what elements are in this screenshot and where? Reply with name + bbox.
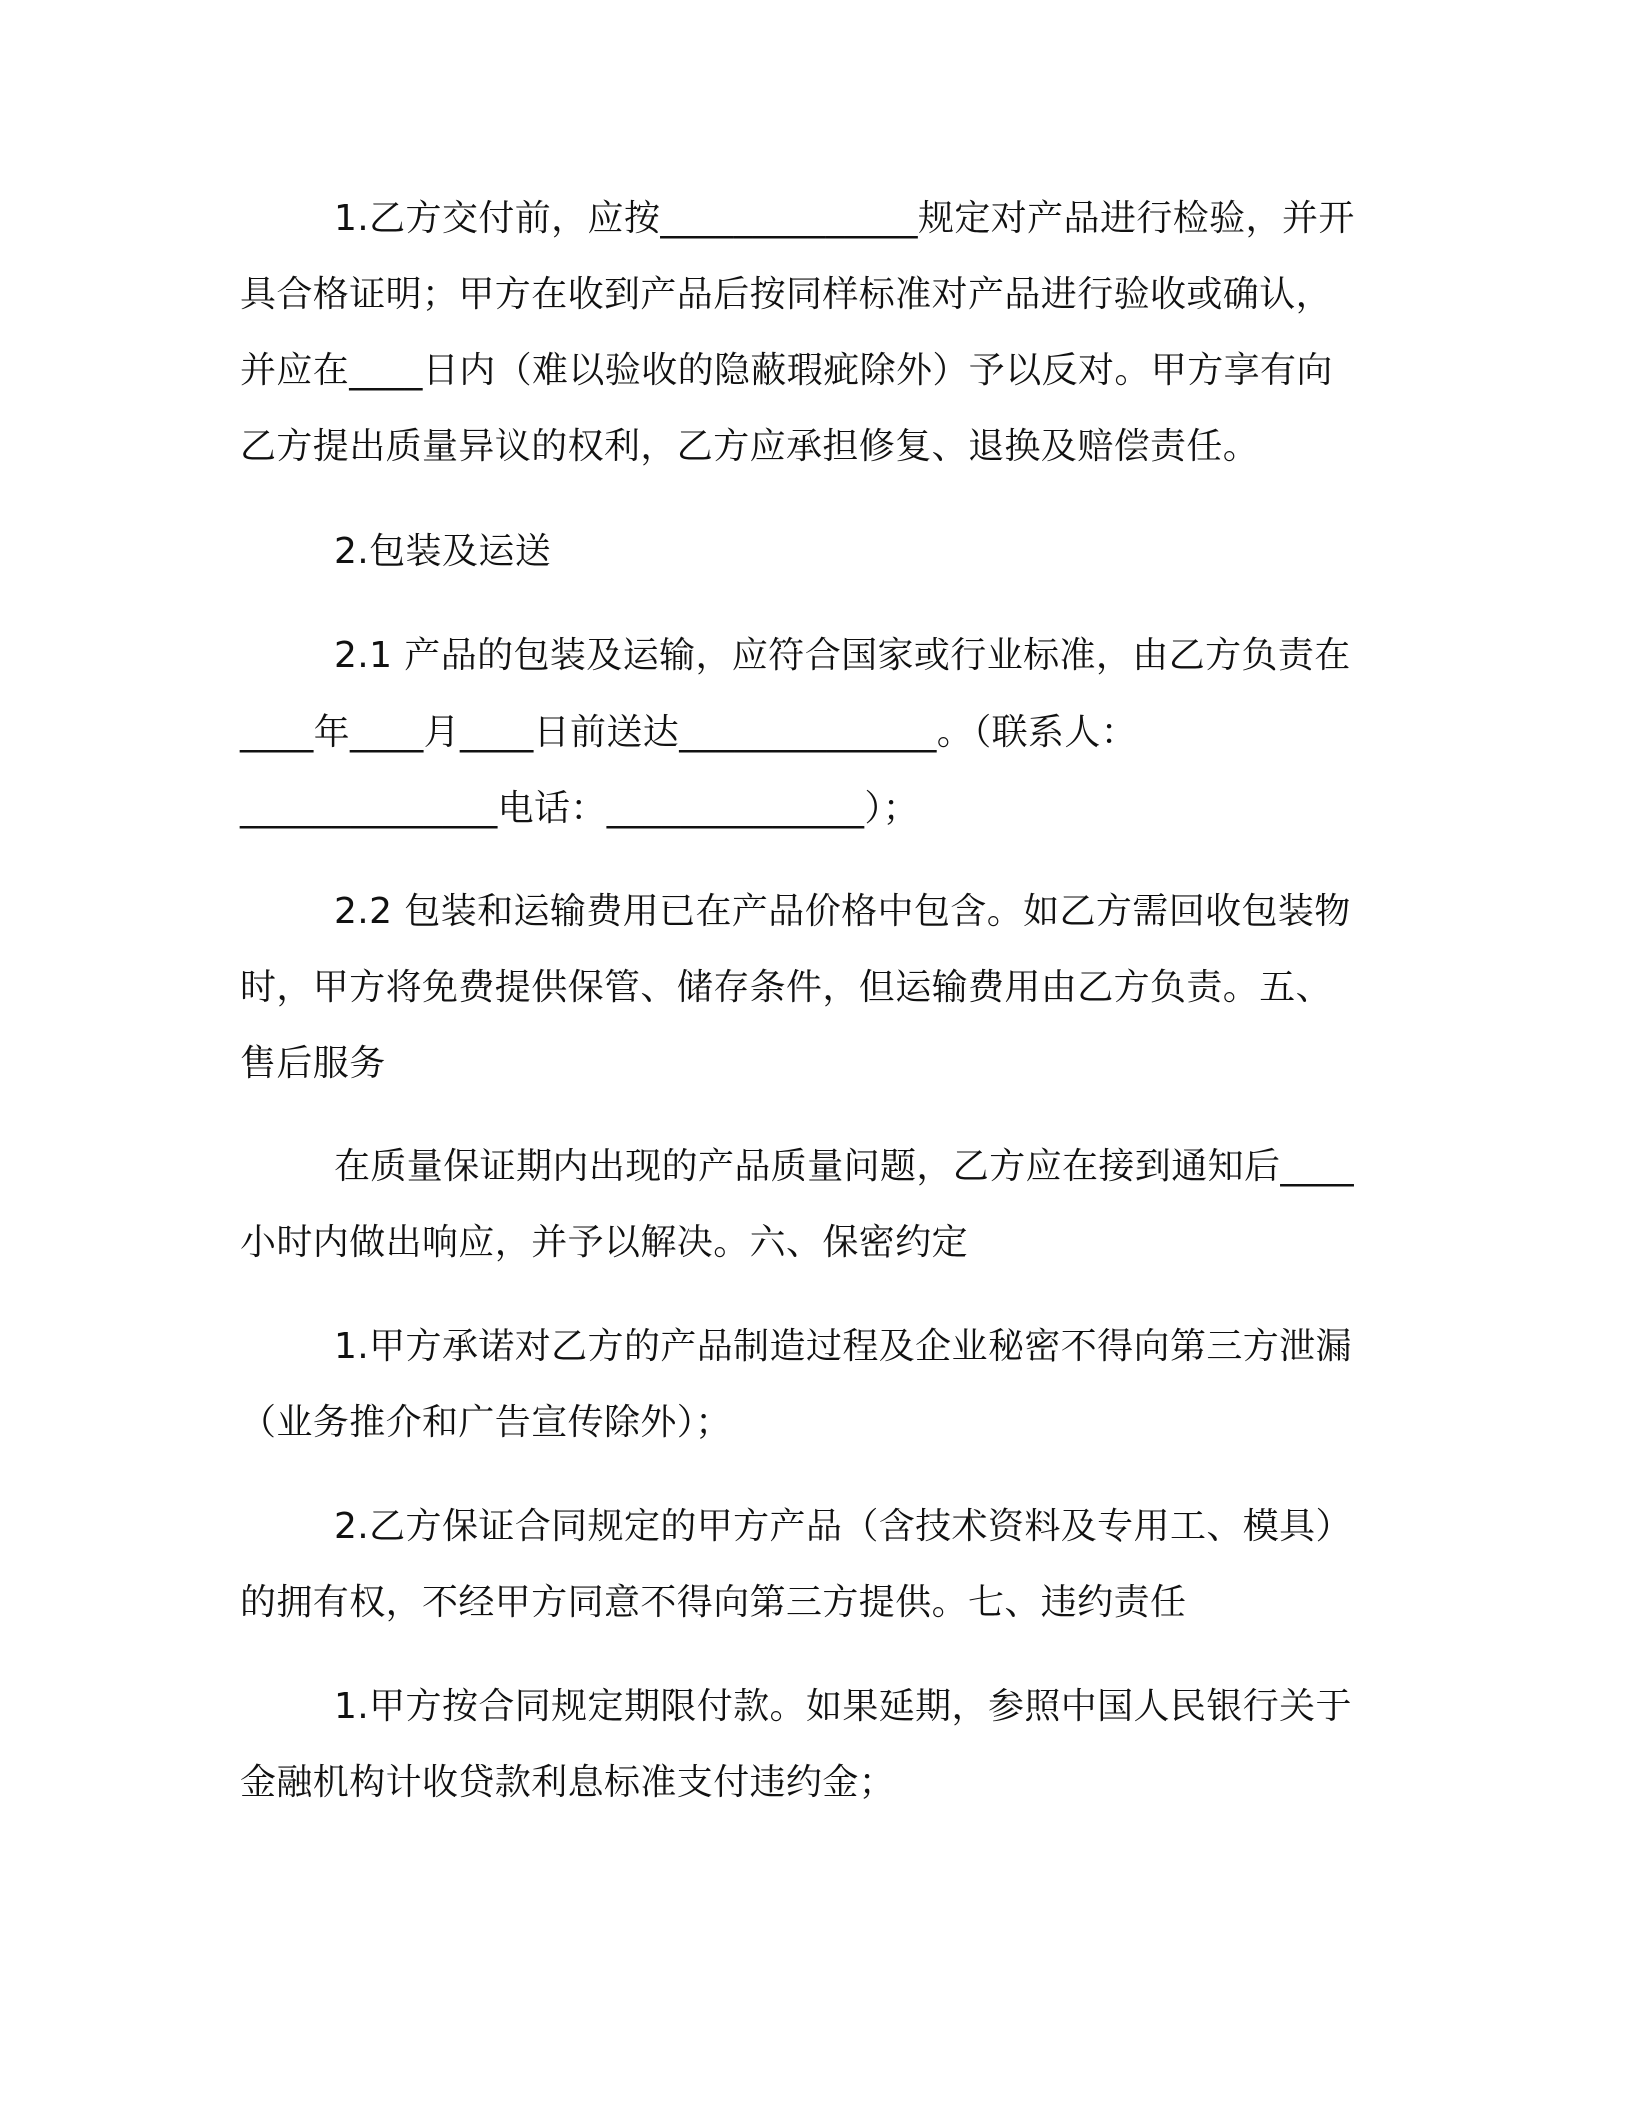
section-heading: 2.包装及运送 [334, 531, 552, 572]
text-line: 金融机构计收贷款利息标准支付违约金； [240, 1762, 896, 1803]
text-line: ______________电话：______________）； [240, 788, 920, 829]
text-line: 具合格证明；甲方在收到产品后按同样标准对产品进行验收或确认， [240, 274, 1333, 315]
text-line: 时，甲方将免费提供保管、储存条件，但运输费用由乙方负责。五、 [240, 967, 1333, 1008]
text-line: 1.甲方承诺对乙方的产品制造过程及企业秘密不得向第三方泄漏 [334, 1326, 1352, 1367]
text-line: 1.甲方按合同规定期限付款。如果延期，参照中国人民银行关于 [334, 1686, 1352, 1727]
text-line: 的拥有权，不经甲方同意不得向第三方提供。七、违约责任 [240, 1582, 1187, 1623]
text-line: 售后服务 [240, 1043, 386, 1084]
text-line: 在质量保证期内出现的产品质量问题，乙方应在接到通知后____ [334, 1146, 1355, 1187]
text-line: （业务推介和广告宣传除外）； [240, 1402, 732, 1443]
text-line: 2.2 包装和运输费用已在产品价格中包含。如乙方需回收包装物 [334, 891, 1351, 932]
text-line: 乙方提出质量异议的权利，乙方应承担修复、退换及赔偿责任。 [240, 426, 1260, 467]
text-line: ____年____月____日前送达______________。（联系人： [240, 712, 1138, 753]
text-line: 2.1 产品的包装及运输，应符合国家或行业标准，由乙方负责在 [334, 635, 1351, 676]
text-line: 小时内做出响应，并予以解决。六、保密约定 [240, 1222, 969, 1263]
text-line: 2.乙方保证合同规定的甲方产品（含技术资料及专用工、模具） [334, 1506, 1352, 1547]
text-line: 并应在____日内（难以验收的隐蔽瑕疵除外）予以反对。甲方享有向 [240, 350, 1333, 391]
text-line: 1.乙方交付前，应按______________规定对产品进行检验，并开 [334, 198, 1355, 239]
